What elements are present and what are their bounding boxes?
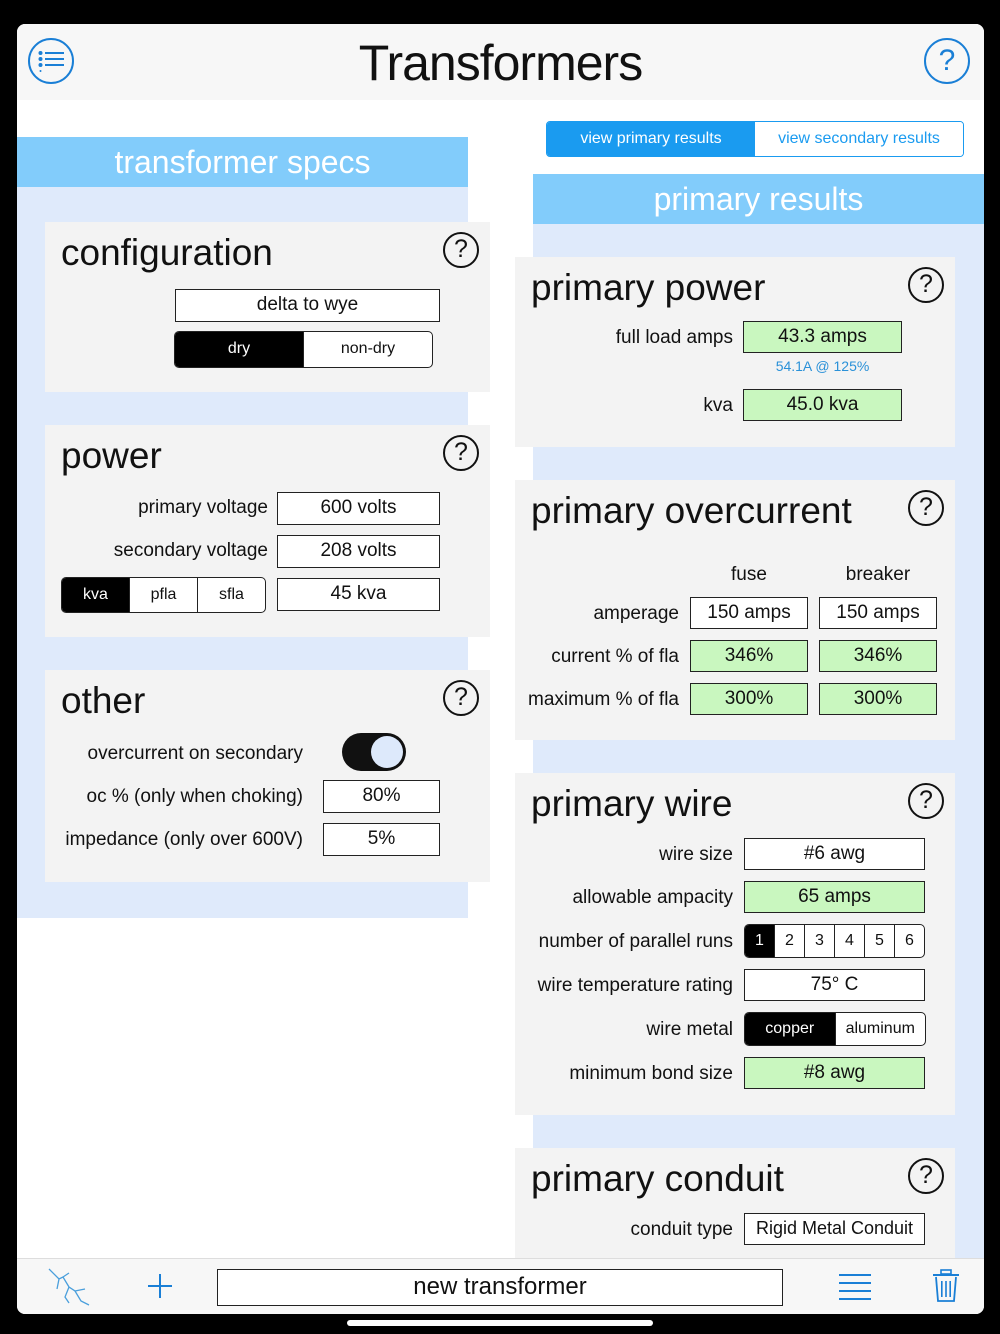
specs-panel (17, 137, 468, 918)
fuse-column-header: fuse (731, 564, 767, 585)
segment-kva[interactable]: kva (62, 578, 129, 612)
wire-size-field[interactable]: #6 awg (744, 838, 925, 870)
page-title: Transformers (358, 35, 643, 91)
other-card (45, 670, 490, 882)
configuration-title: configuration (61, 232, 273, 273)
size-unit-segment (61, 577, 266, 613)
transformer-size-field[interactable]: 45 kva (277, 578, 440, 611)
bond-size-label: minimum bond size (569, 1063, 733, 1084)
primary-overcurrent-card (515, 480, 955, 740)
conduit-type-label: conduit type (630, 1219, 733, 1240)
secondary-voltage-field[interactable]: 208 volts (277, 535, 440, 568)
wire-metal-segment (744, 1012, 926, 1046)
configuration-card (45, 222, 490, 392)
primary-power-card (515, 257, 955, 447)
max-pct-label: maximum % of fla (528, 689, 679, 710)
current-pct-label: current % of fla (551, 646, 679, 667)
ampacity-value: 65 amps (744, 881, 925, 913)
home-indicator[interactable] (347, 1320, 653, 1326)
trash-icon[interactable] (932, 1269, 960, 1303)
breaker-amperage-field[interactable]: 150 amps (819, 597, 937, 629)
ampacity-label: allowable ampacity (572, 887, 733, 908)
transformer-name-field[interactable]: new transformer (217, 1269, 783, 1306)
segment-runs-6[interactable]: 6 (894, 925, 924, 957)
conduit-type-field[interactable]: Rigid Metal Conduit (744, 1213, 925, 1245)
wire-metal-label: wire metal (646, 1019, 733, 1040)
oc-pct-label: oc % (only when choking) (86, 786, 303, 807)
primary-wire-title: primary wire (531, 783, 733, 824)
primary-wire-help-icon[interactable]: ? (908, 783, 944, 819)
fla-125-note: 54.1A @ 125% (775, 358, 870, 374)
primary-overcurrent-title: primary overcurrent (531, 490, 852, 531)
parallel-runs-segment (744, 924, 925, 958)
segment-runs-2[interactable]: 2 (774, 925, 804, 957)
results-view-toggle (546, 121, 964, 157)
oc-pct-field[interactable]: 80% (323, 780, 440, 813)
breaker-max-pct-value: 300% (819, 683, 937, 715)
segment-pfla[interactable]: pfla (129, 578, 197, 612)
switch-knob (371, 736, 403, 768)
results-panel (528, 174, 984, 1294)
lightning-icon[interactable] (47, 1267, 93, 1307)
segment-non-dry[interactable]: non-dry (303, 332, 432, 367)
other-title: other (61, 680, 146, 721)
power-title: power (61, 435, 162, 476)
list-lines-icon[interactable] (839, 1273, 871, 1301)
bottom-toolbar (17, 1258, 984, 1314)
other-help-icon[interactable]: ? (443, 680, 479, 716)
fuse-current-pct-value: 346% (690, 640, 808, 672)
primary-power-help-icon[interactable]: ? (908, 267, 944, 303)
amperage-label: amperage (593, 603, 679, 624)
parallel-runs-label: number of parallel runs (538, 931, 733, 952)
help-button[interactable]: ? (924, 38, 970, 84)
dry-type-segment (174, 331, 433, 368)
segment-sfla[interactable]: sfla (197, 578, 265, 612)
specs-panel-title: transformer specs (17, 137, 468, 187)
primary-wire-card (515, 773, 955, 1115)
view-secondary-results-tab[interactable]: view secondary results (755, 122, 963, 156)
results-panel-title: primary results (533, 174, 984, 224)
breaker-column-header: breaker (845, 564, 911, 585)
power-card (45, 425, 490, 637)
secondary-voltage-label: secondary voltage (113, 540, 268, 561)
full-load-amps-label: full load amps (615, 327, 733, 348)
nav-bar (17, 24, 984, 100)
segment-runs-3[interactable]: 3 (804, 925, 834, 957)
breaker-current-pct-value: 346% (819, 640, 937, 672)
primary-power-title: primary power (531, 267, 766, 308)
segment-runs-4[interactable]: 4 (834, 925, 864, 957)
impedance-field[interactable]: 5% (323, 823, 440, 856)
primary-voltage-label: primary voltage (138, 497, 268, 518)
wire-size-label: wire size (659, 844, 733, 865)
wire-temp-field[interactable]: 75° C (744, 969, 925, 1001)
primary-conduit-help-icon[interactable]: ? (908, 1158, 944, 1194)
segment-runs-1[interactable]: 1 (745, 925, 774, 957)
screen (17, 24, 984, 1314)
oc-secondary-label: overcurrent on secondary (87, 743, 303, 764)
impedance-label: impedance (only over 600V) (65, 829, 303, 850)
power-help-icon[interactable]: ? (443, 435, 479, 471)
configuration-field[interactable]: delta to wye (175, 289, 440, 322)
kva-label: kva (703, 395, 733, 416)
segment-copper[interactable]: copper (745, 1013, 835, 1045)
fuse-max-pct-value: 300% (690, 683, 808, 715)
view-primary-results-tab[interactable]: view primary results (547, 122, 755, 156)
oc-secondary-switch[interactable] (342, 733, 406, 771)
full-load-amps-value: 43.3 amps (743, 321, 902, 353)
wire-temp-label: wire temperature rating (537, 975, 733, 996)
segment-dry[interactable]: dry (175, 332, 303, 367)
primary-overcurrent-help-icon[interactable]: ? (908, 490, 944, 526)
primary-voltage-field[interactable]: 600 volts (277, 492, 440, 525)
kva-value: 45.0 kva (743, 389, 902, 421)
segment-aluminum[interactable]: aluminum (835, 1013, 926, 1045)
add-icon[interactable] (147, 1273, 173, 1299)
fuse-amperage-field[interactable]: 150 amps (690, 597, 808, 629)
primary-conduit-title: primary conduit (531, 1158, 784, 1199)
bond-size-value: #8 awg (744, 1057, 925, 1089)
segment-runs-5[interactable]: 5 (864, 925, 894, 957)
configuration-help-icon[interactable]: ? (443, 232, 479, 268)
